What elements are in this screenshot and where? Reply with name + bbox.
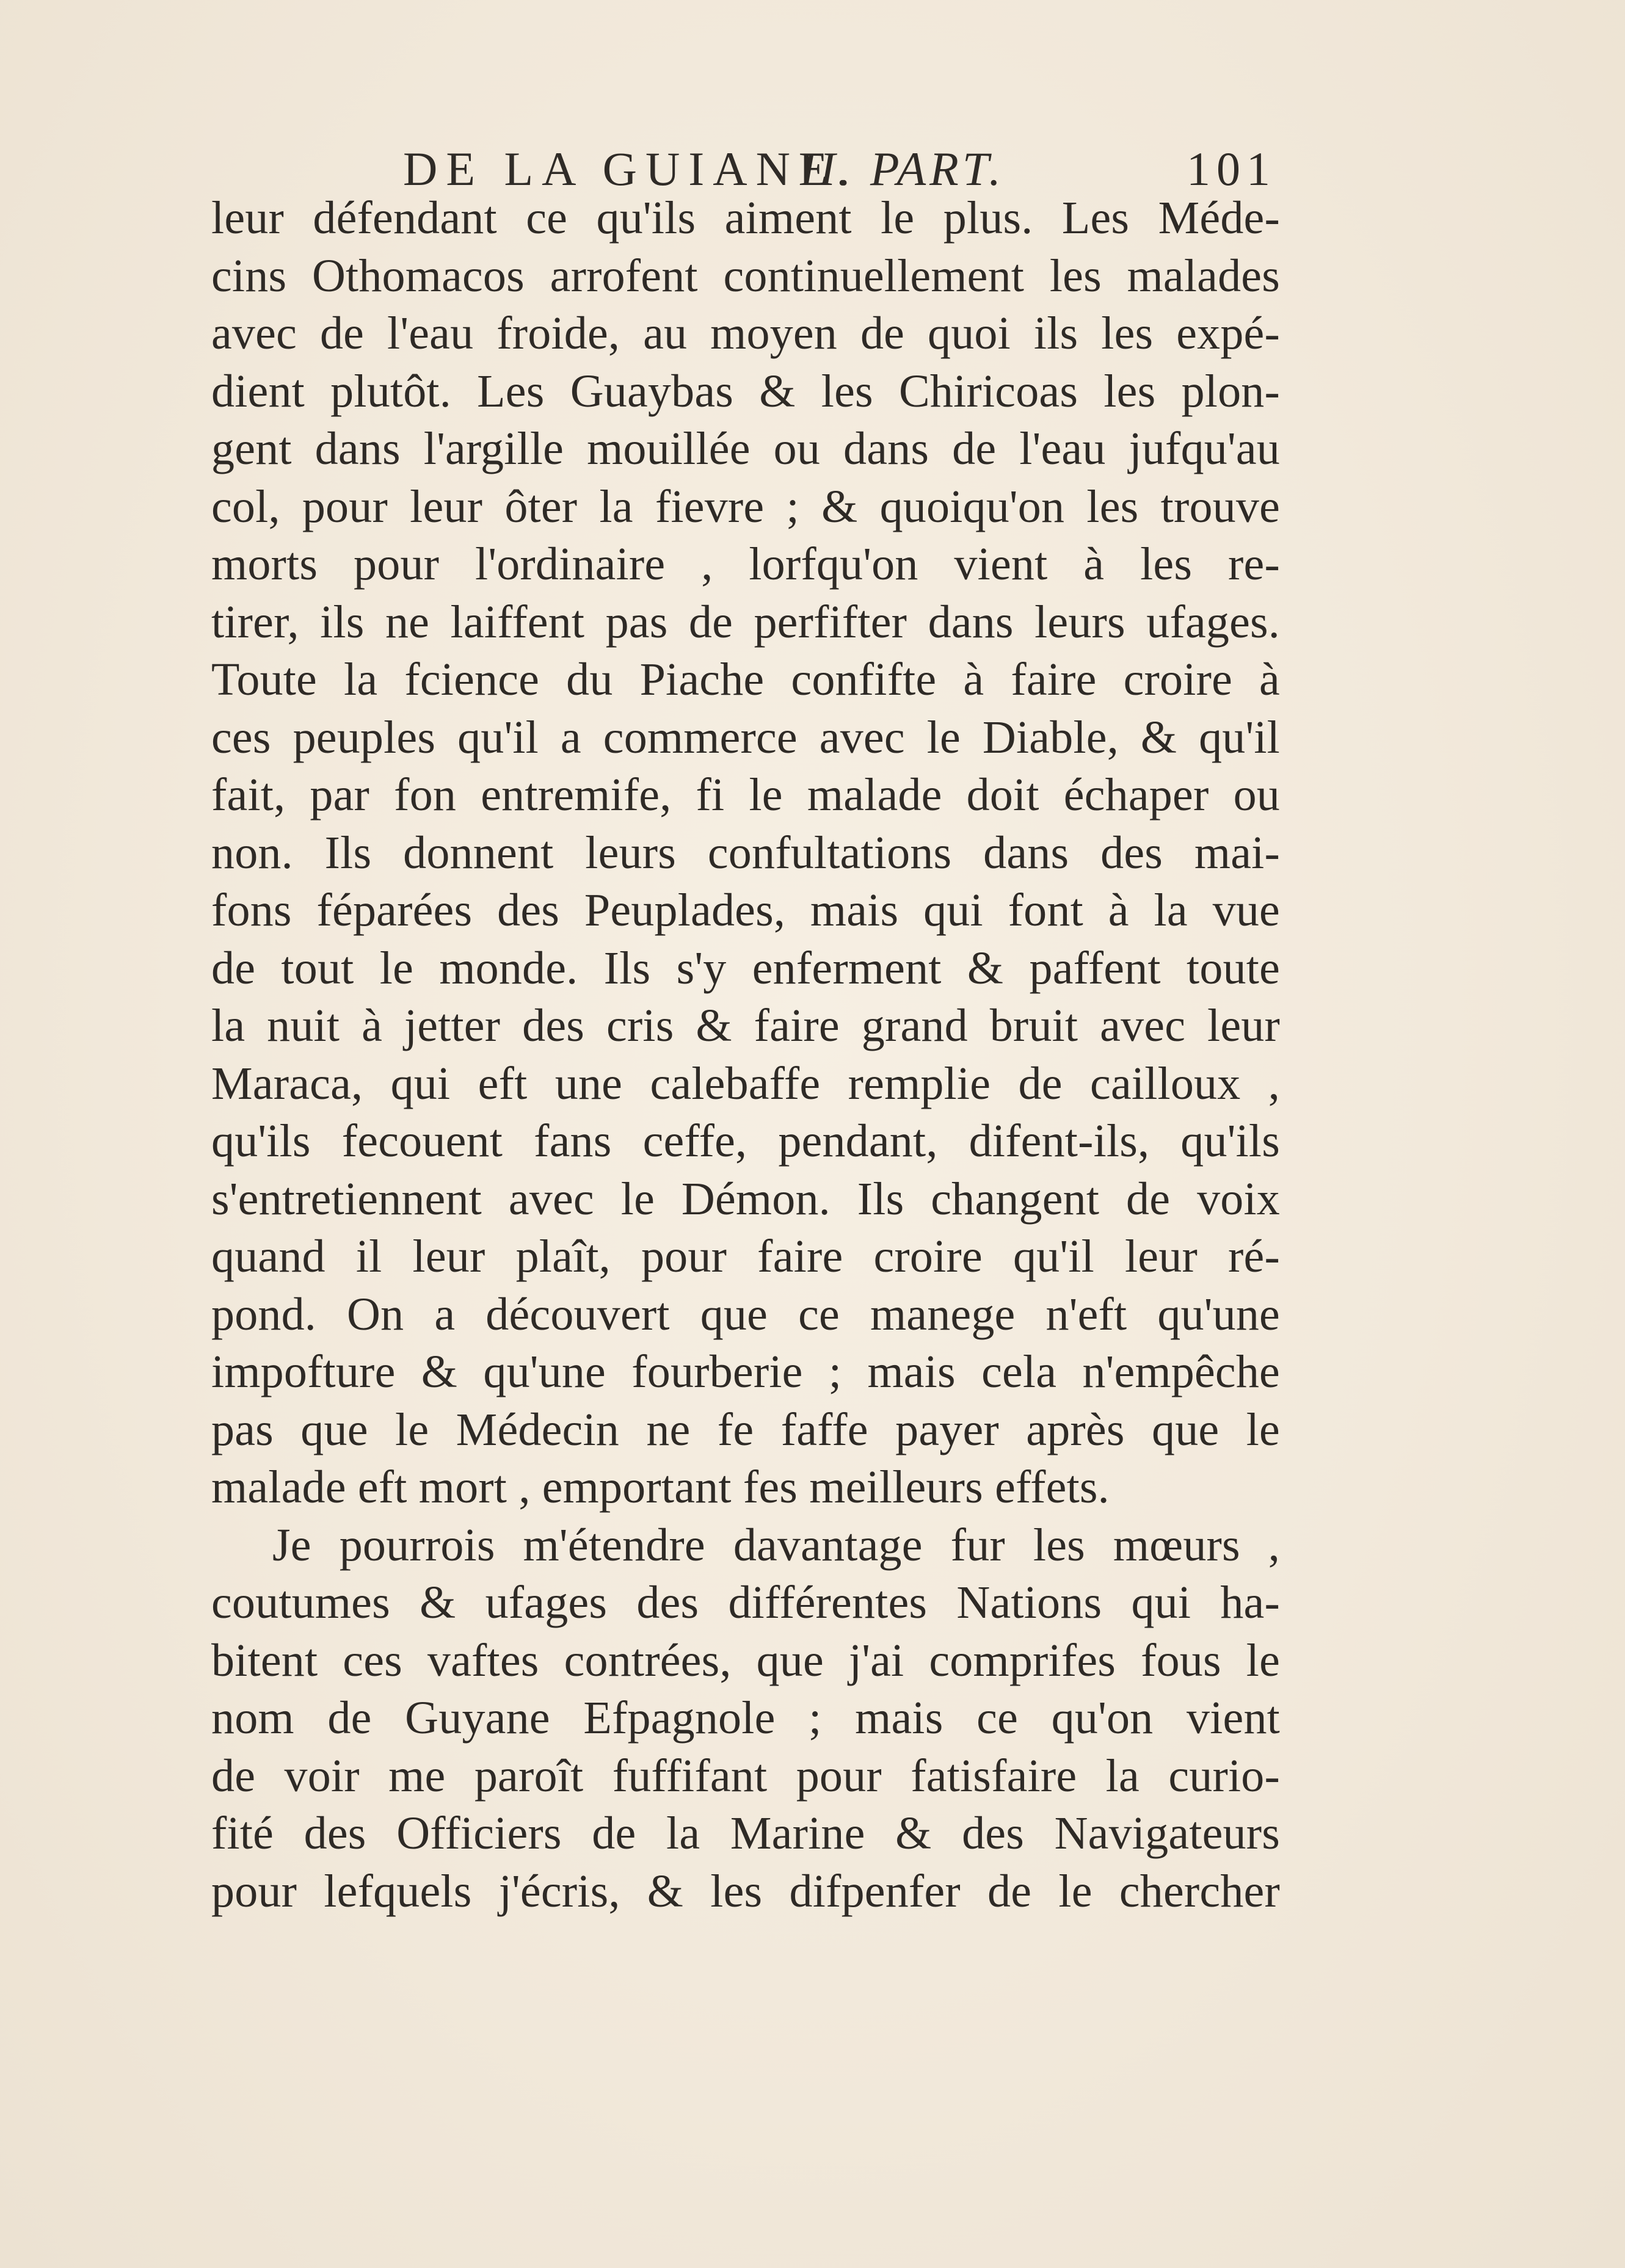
text-line: quand il leur plaît, pour faire croire qu'il leur ré-: [211, 1231, 1280, 1282]
running-title: DE LA GUIANE.: [403, 142, 857, 195]
text-line: fité des Officiers de la Marine & des Navigateurs: [211, 1808, 1280, 1859]
text-line: pas que le Médecin ne fe faffe payer après que le: [211, 1404, 1280, 1455]
text-line: de voir me paroît fuffifant pour fatisfaire la curio-: [211, 1750, 1280, 1802]
text-line: fait, par fon entremife, fi le malade doit échaper ou: [211, 769, 1280, 821]
page-number: 101: [1187, 142, 1276, 195]
text-line: Maraca, qui eft une calebaffe remplie de cailloux ,: [211, 1057, 1280, 1109]
text-line: gent dans l'argille mouillée ou dans de l'eau jufqu'au: [211, 423, 1280, 474]
text-line: dient plutôt. Les Guaybas & les Chiricoas les plon-: [211, 365, 1280, 417]
text-line: tirer, ils ne laiffent pas de perfifter dans leurs ufages.: [211, 596, 1280, 648]
text-line: malade eft mort , emportant fes meilleurs effets.: [211, 1462, 1110, 1513]
text-line: morts pour l'ordinaire , lorfqu'on vient à les re-: [211, 538, 1280, 590]
text-line: impofture & qu'une fourberie ; mais cela n'empêche: [211, 1346, 1280, 1397]
text-line: avec de l'eau froide, au moyen de quoi ils les expé-: [211, 308, 1280, 359]
text-line: Toute la fcience du Piache confifte à faire croire à: [211, 654, 1280, 705]
text-line: Je pourrois m'étendre davantage fur les mœurs ,: [272, 1519, 1280, 1571]
text-line: cins Othomacos arrofent continuellement les malades: [211, 250, 1280, 302]
text-line: fons féparées des Peuplades, mais qui font à la vue: [211, 885, 1280, 936]
text-line: s'entretiennent avec le Démon. Ils changent de voix: [211, 1173, 1280, 1225]
text-line: col, pour leur ôter la fievre ; & quoiqu'on les trouve: [211, 480, 1280, 532]
paragraph: [211, 1516, 1280, 1921]
text-line: la nuit à jetter des cris & faire grand bruit avec leur: [211, 1000, 1280, 1051]
text-line: leur défendant ce qu'ils aiment le plus. Les Méde-: [211, 192, 1280, 244]
text-line: coutumes & ufages des différentes Nations qui ha-: [211, 1577, 1280, 1628]
text-line: ces peuples qu'il a commerce avec le Diable, & qu'il: [211, 711, 1280, 763]
paragraph: [211, 189, 1280, 1516]
part-label: II. PART.: [800, 142, 1005, 195]
text-line: bitent ces vaftes contrées, que j'ai comprifes fous le: [211, 1634, 1280, 1686]
text-line: de tout le monde. Ils s'y enferment & paffent toute: [211, 942, 1280, 994]
text-line: nom de Guyane Efpagnole ; mais ce qu'on vient: [211, 1692, 1280, 1744]
body-text: [211, 189, 1280, 1920]
text-line: non. Ils donnent leurs confultations dans des mai-: [211, 827, 1280, 879]
text-line: pond. On a découvert que ce manege n'eft qu'une: [211, 1288, 1280, 1340]
text-line: qu'ils fecouent fans ceffe, pendant, difent-ils, qu'ils: [211, 1115, 1280, 1167]
text-line: pour lefquels j'écris, & les difpenfer de le chercher: [211, 1865, 1280, 1917]
